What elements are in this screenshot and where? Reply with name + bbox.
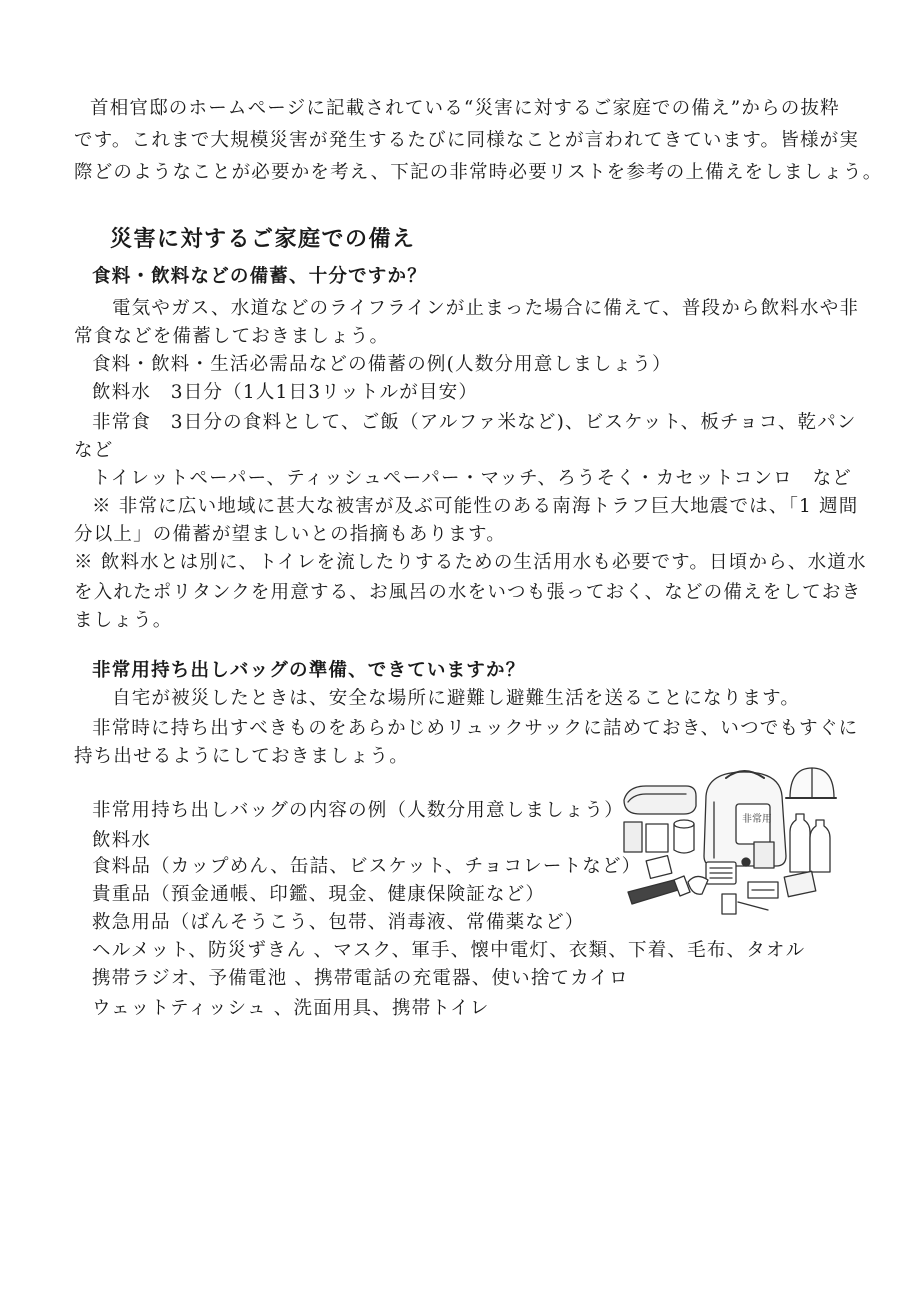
bag-line: 持ち出せるようにしておきましょう。	[74, 746, 409, 767]
helmet-icon	[786, 768, 836, 798]
bag-heading: 非常用持ち出しバッグの準備、できていますか？	[92, 660, 526, 681]
bag-list-heading: 非常用持ち出しバッグの内容の例（人数分用意しましょう）	[92, 800, 624, 821]
food-line: 非常食 3日分の食料として、ご飯（アルファ米など)、ビスケット、板チョコ、乾パン	[92, 412, 857, 433]
blanket-icon	[624, 786, 696, 814]
bag-list-item: ヘルメット、防災ずきん 、マスク、軍手、懐中電灯、衣類、下着、毛布、タオル	[92, 940, 806, 961]
food-line: 飲料水 3日分（1人1日3リットルが目安）	[92, 382, 479, 403]
food-heading: 食料・飲料などの備蓄、十分ですか？	[92, 266, 427, 287]
bag-list-item: 飲料水	[92, 830, 152, 851]
intro-line: 際どのようなことが必要かを考え、下記の非常時必要リストを参考の上備えをしましょう。	[74, 162, 883, 183]
food-note: ましょう。	[74, 610, 173, 631]
radio-icon	[706, 862, 736, 884]
food-line: など	[74, 440, 114, 461]
food-note: ※ 非常に広い地域に甚大な被害が及ぶ可能性のある南海トラフ巨大地震では、「1 週間	[92, 496, 859, 517]
intro-line: です。これまで大規模災害が発生するたびに同様なことが言われてきています。皆様が実	[74, 130, 860, 151]
bag-list-item: 携帯ラジオ、予備電池 、携帯電話の充電器、使い捨てカイロ	[92, 968, 629, 989]
food-note: 分以上」の備蓄が望ましいとの指摘もあります。	[74, 524, 506, 545]
bag-list-item: ウェットティッシュ 、洗面用具、携帯トイレ	[92, 998, 490, 1019]
food-line: トイレットペーパー、ティッシュペーパー・マッチ、ろうそく・カセットコンロ など	[92, 468, 852, 489]
food-note: を入れたポリタンクを用意する、お風呂の水をいつも張っておく、などの備えをしておき	[74, 582, 862, 603]
bag-list-item: 貴重品（預金通帳、印鑑、現金、健康保険証など）	[92, 884, 546, 905]
emergency-kit-illustration	[618, 762, 838, 932]
food-note: ※ 飲料水とは別に、トイレを流したりするための生活用水も必要です。日頃から、水道水	[74, 552, 867, 573]
bag-line: 自宅が被災したときは、安全な場所に避難し避難生活を送ることになります。	[112, 688, 801, 709]
bag-line: 非常時に持ち出すべきものをあらかじめリュックサックに詰めておき、いつでもすぐに	[92, 718, 859, 739]
flashlight-icon	[628, 876, 690, 904]
intro-line: 首相官邸のホームページに記載されている“災害に対するご家庭での備え”からの抜粋	[90, 98, 840, 119]
water-bottle-icon	[790, 814, 830, 872]
food-line: 常食などを備蓄しておきましょう。	[74, 326, 390, 347]
food-line: 食料・飲料・生活必需品などの備蓄の例(人数分用意しましょう）	[92, 354, 672, 375]
food-line: 電気やガス、水道などのライフラインが止まった場合に備えて、普段から飲料水や非	[112, 298, 860, 319]
bag-label: 非常用	[742, 814, 772, 825]
bag-list-item: 救急用品（ばんそうこう、包帯、消毒液、常備薬など）	[92, 912, 585, 933]
bag-list-item: 食料品（カップめん、缶詰、ビスケット、チョコレートなど）	[92, 856, 642, 877]
section-title: 災害に対するご家庭での備え	[110, 226, 416, 252]
